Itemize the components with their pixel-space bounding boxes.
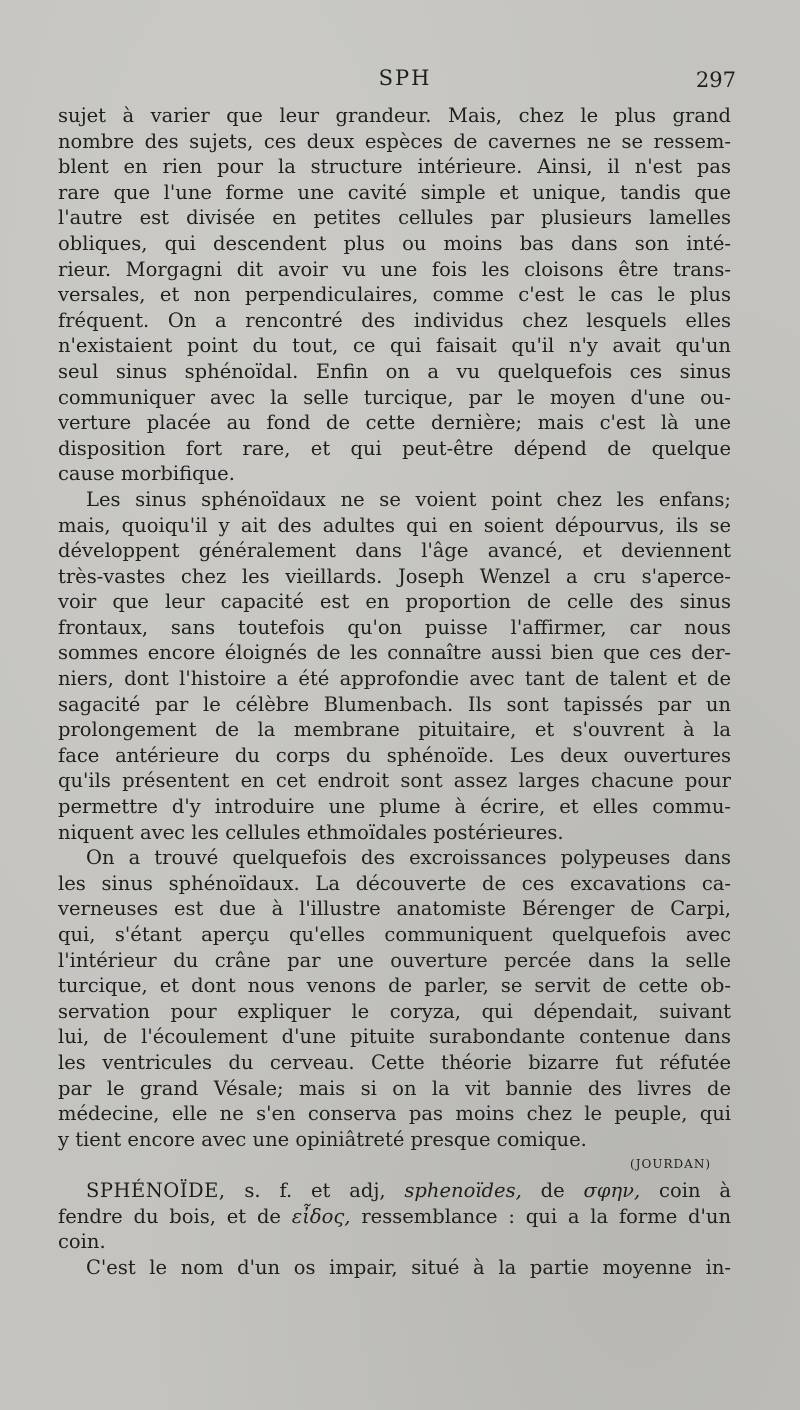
entry-line2-rest: ressemblance : qui a la forme d'un bbox=[361, 1204, 732, 1228]
text-line: On a trouvé quelquefois des excroissances polypeuses dans bbox=[86, 846, 731, 870]
entry-headword: SPHÉNOÏDE, bbox=[86, 1178, 226, 1202]
text-line: sommes encore éloignés de les connaître aussi bien que ces der- bbox=[58, 641, 731, 665]
text-line: Les sinus sphénoïdaux ne se voient point chez les enfans; bbox=[86, 487, 731, 511]
author-signature: (JOURDAN) bbox=[630, 1157, 711, 1172]
text-line: face antérieure du corps du sphénoïde. Les deux ouvertures bbox=[58, 743, 731, 767]
text-line: fréquent. On a rencontré des individus chez lesquels elles bbox=[58, 308, 731, 332]
entry-de: de bbox=[540, 1178, 565, 1202]
text-line: permettre d'y introduire une plume à écrire, et elles commu- bbox=[58, 795, 731, 819]
text-line: qu'ils présentent en cet endroit sont assez larges chacune pour bbox=[58, 769, 731, 793]
text-line: versales, et non perpendiculaires, comme c'est le cas le plus bbox=[58, 283, 731, 307]
text-line: rare que l'une forme une cavité simple et unique, tandis que bbox=[58, 180, 731, 204]
text-line: y tient encore avec une opiniâtreté presque comique. bbox=[58, 1127, 587, 1151]
text-line: verneuses est due à l'illustre anatomiste Bérenger de Carpi, bbox=[58, 897, 731, 921]
text-line: l'intérieur du crâne par une ouverture percée dans la selle bbox=[58, 948, 731, 972]
entry-greek-2: εἶδος, bbox=[291, 1204, 351, 1228]
text-line: prolongement de la membrane pituitaire, et s'ouvrent à la bbox=[58, 718, 731, 742]
dictionary-entry bbox=[58, 1178, 731, 1255]
entry-line bbox=[58, 1204, 731, 1230]
text-line: très-vastes chez les vieillards. Joseph Wenzel a cru s'aperce- bbox=[58, 564, 731, 588]
text-line: les ventricules du cerveau. Cette théorie bizarre fut réfutée bbox=[58, 1050, 731, 1074]
entry-greek-1: σφην, bbox=[583, 1178, 641, 1202]
paragraph-1 bbox=[58, 103, 731, 487]
text-line: sujet à varier que leur grandeur. Mais, chez le plus grand bbox=[58, 104, 731, 127]
text-line: sagacité par le célèbre Blumenbach. Ils sont tapissés par un bbox=[58, 692, 731, 716]
entry-line: coin. bbox=[58, 1230, 106, 1254]
text-line: servation pour expliquer le coryza, qui dépendait, suivant bbox=[58, 999, 731, 1023]
entry-line2: fendre du bois, et de bbox=[58, 1204, 281, 1228]
text-line: mais, quoiqu'il y ait des adultes qui en soient dépourvus, ils se bbox=[58, 513, 731, 537]
text-line: lui, de l'écoulement d'une pituite surabondante contenue dans bbox=[58, 1025, 731, 1049]
text-line: voir que leur capacité est en proportion de celle des sinus bbox=[58, 590, 731, 614]
text-line: nombre des sujets, ces deux espèces de cavernes ne se ressem- bbox=[58, 129, 731, 153]
text-line: médecine, elle ne s'en conserva pas moins chez le peuple, qui bbox=[58, 1102, 731, 1126]
text-line: turcique, et dont nous venons de parler, se servit de cette ob- bbox=[58, 974, 731, 998]
text-line: développent généralement dans l'âge avancé, et deviennent bbox=[58, 539, 731, 563]
page-number: 297 bbox=[695, 68, 736, 92]
text-line: verture placée au fond de cette dernière; mais c'est là une bbox=[58, 411, 731, 435]
running-head-title: SPH bbox=[378, 66, 432, 90]
text-line: n'existaient point du tout, ce qui faisait qu'il n'y avait qu'un bbox=[58, 334, 731, 358]
text-line: disposition fort rare, et qui peut-être dépend de quelque bbox=[58, 436, 731, 460]
running-head bbox=[60, 66, 750, 96]
text-line: communiquer avec la selle turcique, par le moyen d'une ou- bbox=[58, 385, 731, 409]
paragraph-4 bbox=[58, 1255, 731, 1281]
entry-line1-rest: coin à bbox=[659, 1178, 731, 1202]
entry-latin: sphenoïdes, bbox=[404, 1178, 522, 1202]
text-line: obliques, qui descendent plus ou moins bas dans son inté- bbox=[58, 231, 731, 255]
text-line: niers, dont l'histoire a été approfondie avec tant de talent et de bbox=[58, 667, 731, 691]
body-text bbox=[58, 103, 731, 1280]
text-line: C'est le nom d'un os impair, situé à la partie moyenne in- bbox=[86, 1255, 731, 1279]
entry-grammar: s. f. et adj, bbox=[244, 1178, 386, 1202]
text-line: cause morbifique. bbox=[58, 462, 235, 486]
text-line: frontaux, sans toutefois qu'on puisse l'affirmer, car nous bbox=[58, 615, 731, 639]
text-line: par le grand Vésale; mais si on la vit bannie des livres de bbox=[58, 1076, 731, 1100]
text-line: les sinus sphénoïdaux. La découverte de ces excavations ca- bbox=[58, 871, 731, 895]
text-line: l'autre est divisée en petites cellules par plusieurs lamelles bbox=[58, 206, 731, 230]
text-line: seul sinus sphénoïdal. Enfin on a vu quelquefois ces sinus bbox=[58, 359, 731, 383]
entry-line bbox=[58, 1178, 731, 1204]
text-line: blent en rien pour la structure intérieure. Ainsi, il n'est pas bbox=[58, 155, 731, 179]
text-line: qui, s'étant aperçu qu'elles communiquent quelquefois avec bbox=[58, 923, 731, 946]
text-line: niquent avec les cellules ethmoïdales postérieures. bbox=[58, 820, 564, 844]
text-line: rieur. Morgagni dit avoir vu une fois les cloisons être trans- bbox=[58, 257, 731, 281]
paragraph-2 bbox=[58, 487, 731, 845]
paragraph-3 bbox=[58, 845, 731, 1178]
